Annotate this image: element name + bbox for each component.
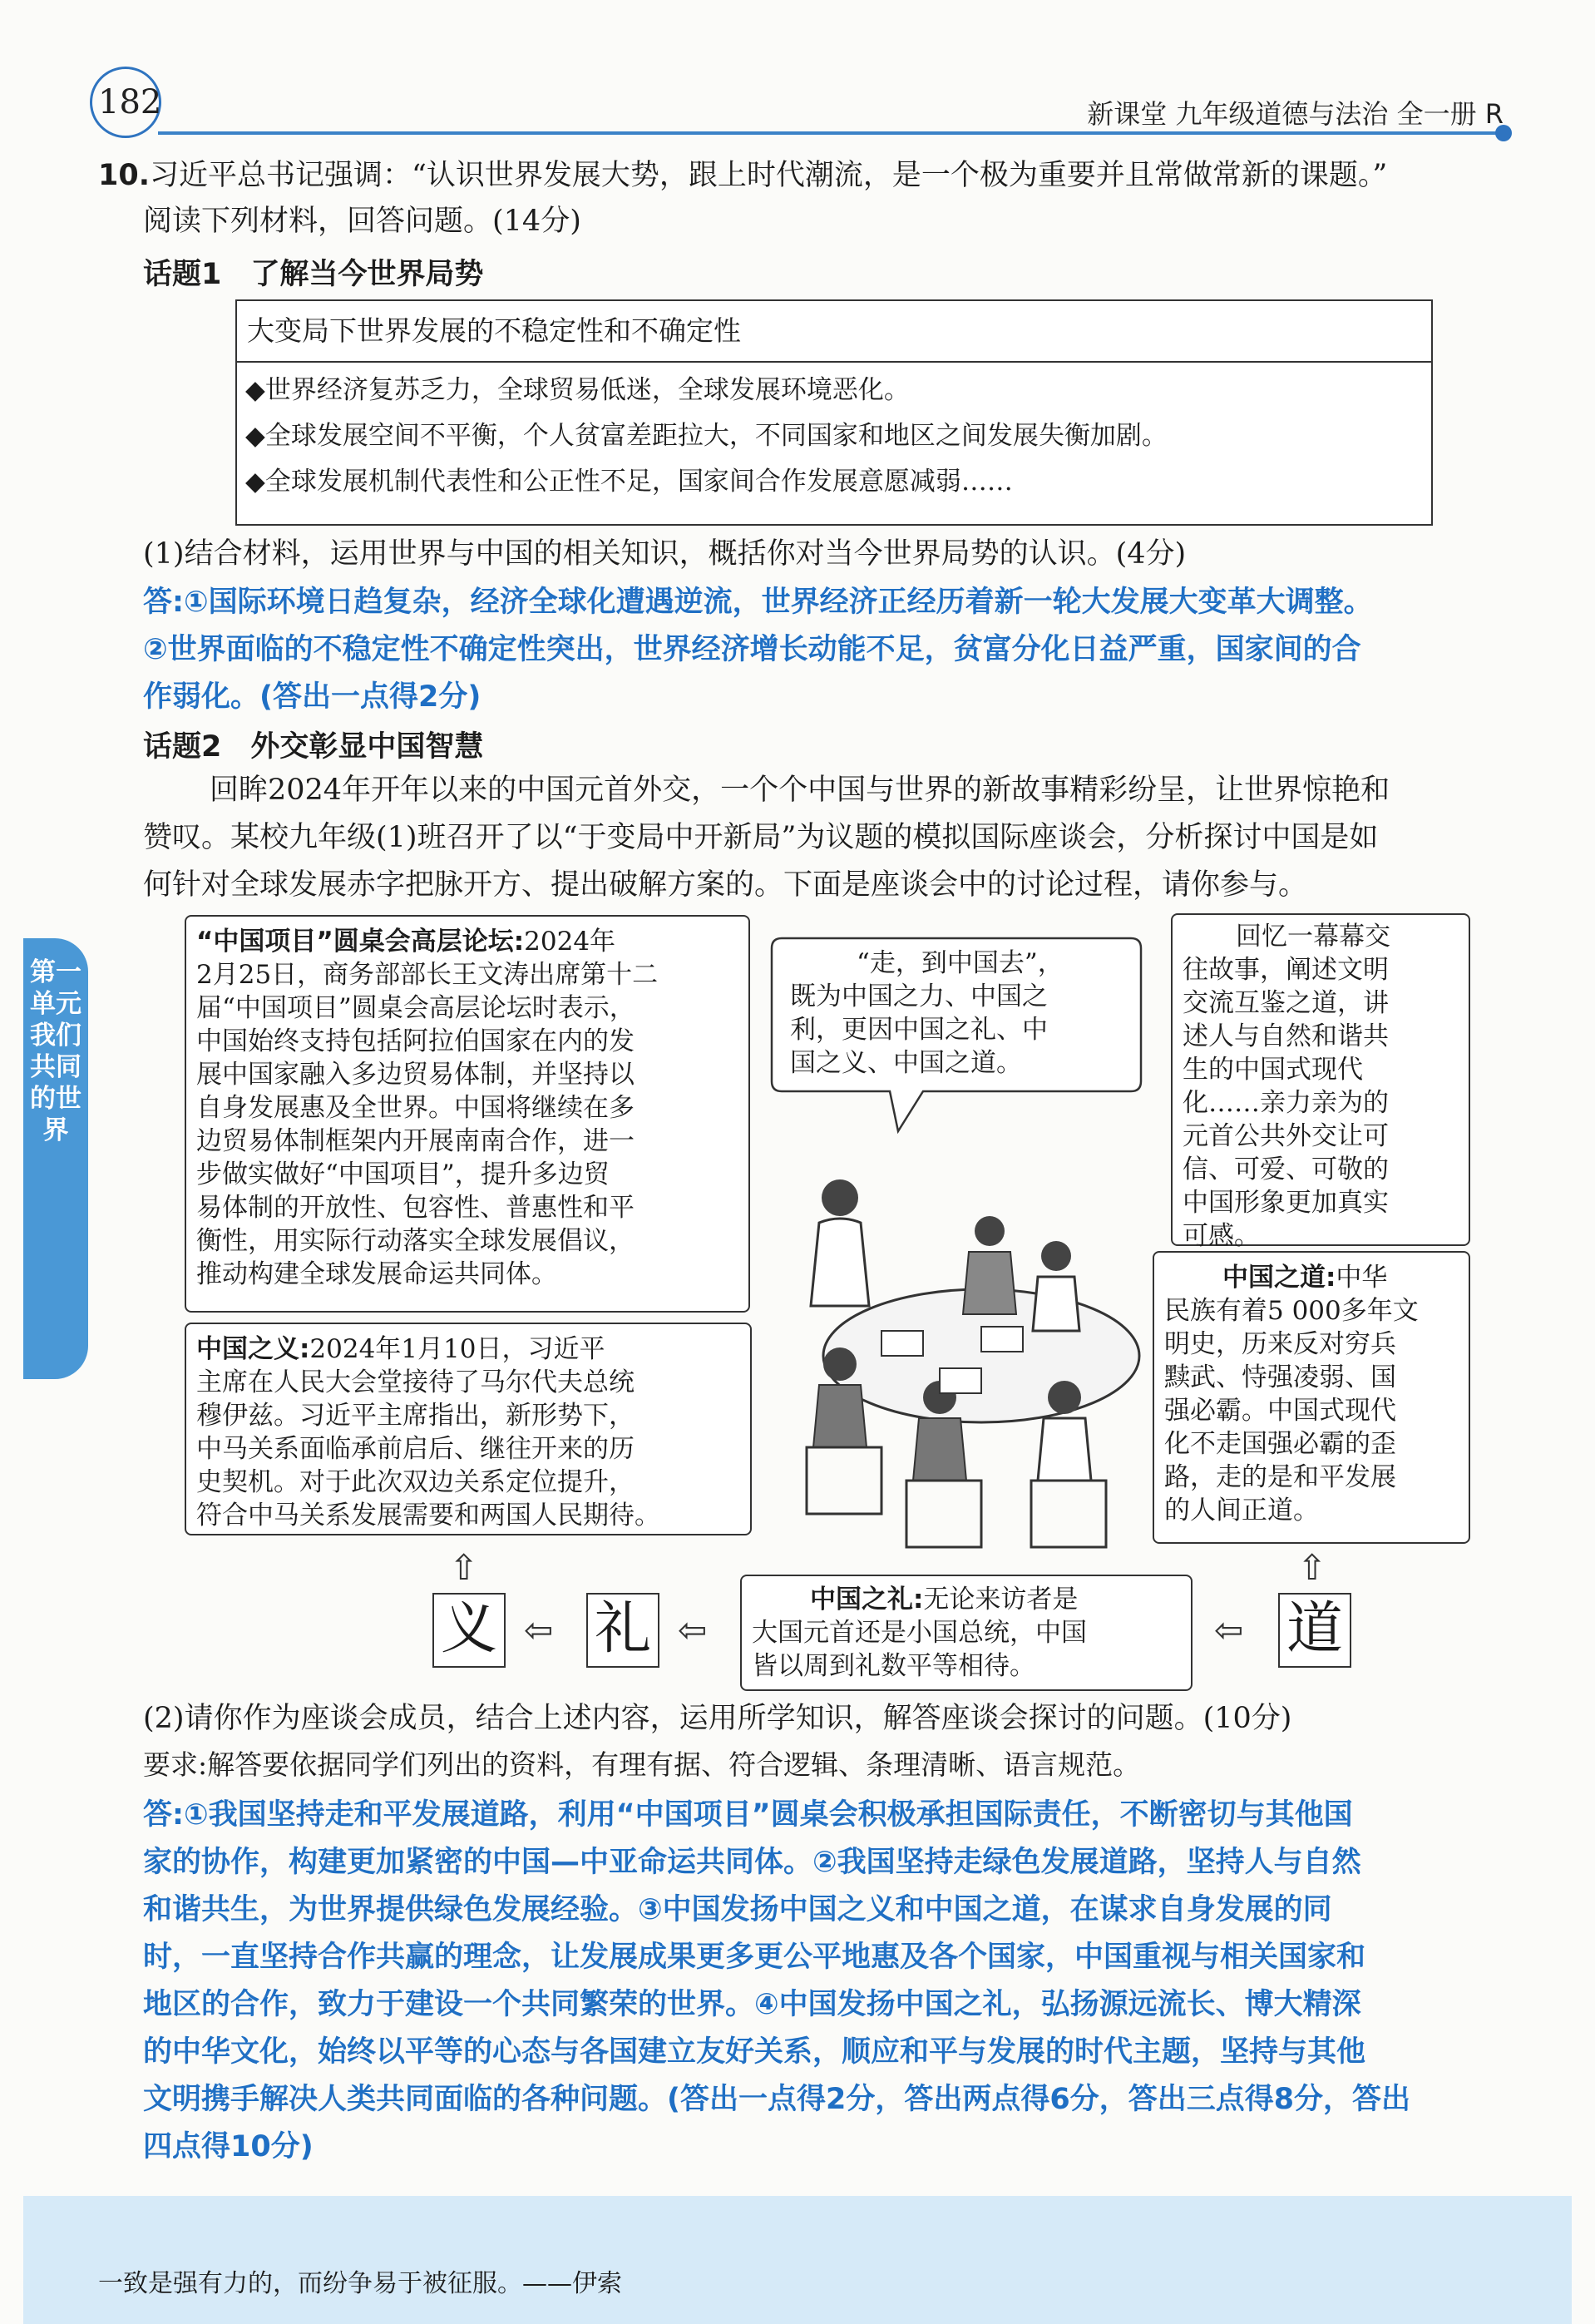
topic1-title: 话题1 了解当今世界局势 <box>143 258 484 291</box>
table-header: 大变局下世界发展的不稳定性和不确定性 <box>237 301 1431 363</box>
forum-line: 展中国家融入多边贸易体制，并坚持以 <box>196 1060 635 1090</box>
dao-line: 中华 <box>1336 1263 1388 1293</box>
recall-line: 可感。 <box>1183 1221 1260 1251</box>
box-china-etiquette <box>740 1575 1193 1691</box>
box-china-way <box>1153 1251 1470 1544</box>
dao-line: 黩武、恃强凌弱、国 <box>1164 1362 1396 1392</box>
forum-line: 2月25日，商务部部长王文涛出席第十二 <box>196 960 659 990</box>
up-arrow-icon: ⇧ <box>1297 1547 1327 1588</box>
answer-2-line: 地区的合作，致力于建设一个共同繁荣的世界。④中国发扬中国之礼，弘扬源远流长、博大精深 <box>143 1988 1361 2021</box>
question-instruction: 阅读下列材料，回答问题。(14分) <box>143 205 581 238</box>
book-title: 新课堂 九年级道德与法治 全一册 R <box>1087 98 1504 130</box>
forum-line: 易体制的开放性、包容性、普惠性和平 <box>196 1193 635 1223</box>
forum-line: 衡性，用实际行动落实全球发展倡议， <box>196 1226 635 1256</box>
forum-line: 2024年 <box>524 927 616 957</box>
li-line: 大国元首还是小国总统，中国 <box>752 1618 1087 1648</box>
bubble-line: 国之义、中国之道。 <box>790 1048 1022 1078</box>
yi-line: 符合中马关系发展需要和两国人民期待。 <box>196 1501 660 1530</box>
forum-line: 边贸易体制框架内开展南南合作，进一 <box>196 1126 635 1156</box>
page-number: 182 <box>98 83 162 121</box>
li-line: 无论来访者是 <box>923 1585 1079 1614</box>
li-title: 中国之礼: <box>810 1585 924 1614</box>
recall-line: 交流互鉴之道，讲 <box>1183 988 1389 1018</box>
recall-line: 信、可爱、可敬的 <box>1183 1155 1389 1184</box>
answer-2-line: 时，一直坚持合作共赢的理念，让发展成果更多更公平地惠及各个国家，中国重视与相关国家和 <box>143 1941 1366 1974</box>
answer-2-line: 四点得10分) <box>143 2130 314 2163</box>
answer-1-line: ②世界面临的不稳定性不确定性突出，世界经济增长动能不足，贫富分化日益严重，国家间的合 <box>143 633 1361 666</box>
left-arrow-icon: ⇦ <box>524 1609 554 1650</box>
char-box-dao: 道 <box>1278 1593 1351 1668</box>
intro-line: 何针对全球发展赤字把脉开方、提出破解方案的。下面是座谈会中的讨论过程，请你参与。 <box>143 868 1308 902</box>
topic2-title: 话题2 外交彰显中国智慧 <box>143 730 484 764</box>
table-row: ◆全球发展空间不平衡，个人贫富差距拉大，不同国家和地区之间发展失衡加剧。 <box>245 421 1168 451</box>
char-box-li: 礼 <box>586 1593 659 1668</box>
recall-line: 生的中国式现代 <box>1183 1055 1363 1085</box>
speech-bubble-text <box>790 947 1123 1080</box>
dao-title: 中国之道: <box>1222 1263 1336 1293</box>
answer-2-line: 和谐共生，为世界提供绿色发展经验。③中国发扬中国之义和中国之道，在谋求自身发展的同 <box>143 1893 1332 1926</box>
recall-line: 中国形象更加真实 <box>1183 1188 1389 1218</box>
forum-line: 步做实做好“中国项目”，提升多边贸 <box>196 1160 610 1189</box>
dao-line: 民族有着5 000多年文 <box>1164 1296 1419 1326</box>
answer-2-line: 家的协作，构建更加紧密的中国—中亚命运共同体。②我国坚持走绿色发展道路，坚持人与自然 <box>143 1846 1361 1879</box>
yi-line: 主席在人民大会堂接待了马尔代夫总统 <box>196 1367 635 1397</box>
yi-line: 史契机。对于此次双边关系定位提升， <box>196 1467 635 1497</box>
material-table <box>235 299 1433 526</box>
answer-2-line: 的中华文化，始终以平等的心态与各国建立友好关系，顺应和平与发展的时代主题，坚持与其他 <box>143 2035 1366 2069</box>
footer-band <box>23 2196 1572 2324</box>
forum-line: 届“中国项目”圆桌会高层论坛时表示， <box>196 993 635 1023</box>
dao-line: 明史，历来反对穷兵 <box>1164 1329 1396 1359</box>
question-number: 10. <box>98 159 151 192</box>
dao-line: 的人间正道。 <box>1164 1496 1319 1525</box>
question-stem-text: 习近平总书记强调：“认识世界发展大势，跟上时代潮流，是一个极为重要并且常做常新的课题。” <box>150 159 1388 192</box>
yi-line: 中马关系面临承前启后、继往开来的历 <box>196 1434 635 1464</box>
footer-quote: 一致是强有力的，而纷争易于被征服。——伊索 <box>98 2269 622 2298</box>
recall-line: 化……亲力亲为的 <box>1183 1088 1389 1118</box>
forum-line: 中国始终支持包括阿拉伯国家在内的发 <box>196 1026 635 1056</box>
forum-line: 自身发展惠及全世界。中国将继续在多 <box>196 1093 635 1123</box>
li-line: 皆以周到礼数平等相待。 <box>752 1651 1035 1681</box>
topic2-intro <box>143 767 1523 909</box>
header-rule <box>158 131 1502 135</box>
box-recall <box>1171 913 1470 1251</box>
bubble-line: 既为中国之力、中国之 <box>790 982 1048 1011</box>
answer-2-line: 文明携手解决人类共同面临的各种问题。(答出一点得2分，答出两点得6分，答出三点得8分，答出 <box>143 2083 1411 2116</box>
forum-title: “中国项目”圆桌会高层论坛: <box>196 927 525 957</box>
bubble-line: 利，更因中国之礼、中 <box>790 1015 1048 1045</box>
subquestion-2: (2)请你作为座谈会成员，结合上述内容，运用所学知识，解答座谈会探讨的问题。(10分) <box>143 1702 1292 1735</box>
recall-line: 回忆一幕幕交 <box>1236 922 1390 952</box>
yi-title: 中国之义: <box>196 1334 310 1364</box>
intro-line: 赞叹。某校九年级(1)班召开了以“于变局中开新局”为议题的模拟国际座谈会，分析探讨中国是如 <box>143 821 1379 854</box>
table-row: ◆世界经济复苏乏力，全球贸易低迷，全球发展环境恶化。 <box>245 375 910 405</box>
recall-line: 述人与自然和谐共 <box>1183 1021 1389 1051</box>
box-china-righteousness <box>185 1323 752 1535</box>
table-row: ◆全球发展机制代表性和公正性不足，国家间合作发展意愿减弱…… <box>245 467 1013 497</box>
forum-line: 推动构建全球发展命运共同体。 <box>196 1259 557 1289</box>
answer-1-line: 作弱化。(答出一点得2分) <box>143 680 481 714</box>
yi-line: 穆伊兹。习近平主席指出，新形势下， <box>196 1401 635 1431</box>
answer-requirement: 要求:解答要依据同学们列出的资料，有理有据、符合逻辑、条理清晰、语言规范。 <box>143 1748 1141 1781</box>
left-arrow-icon: ⇦ <box>678 1609 708 1650</box>
up-arrow-icon: ⇧ <box>449 1547 479 1588</box>
box-china-project-forum <box>185 915 750 1313</box>
answer-1-line: 答:①国际环境日趋复杂，经济全球化遭遇逆流，世界经济正经历着新一轮大发展大变革大调整。 <box>143 586 1373 619</box>
answer-2-line: 答:①我国坚持走和平发展道路，利用“中国项目”圆桌会积极承担国际责任，不断密切与其他国 <box>143 1798 1353 1832</box>
subquestion-1: (1)结合材料，运用世界与中国的相关知识，概括你对当今世界局势的认识。(4分) <box>143 537 1187 571</box>
question-stem <box>98 154 1387 197</box>
meeting-illustration <box>773 1148 1164 1564</box>
recall-line: 往故事，阐述文明 <box>1183 955 1389 985</box>
bubble-line: “走，到中国去”， <box>857 948 1064 978</box>
recall-line: 元首公共外交让可 <box>1183 1121 1389 1151</box>
yi-line: 2024年1月10日，习近平 <box>309 1334 605 1364</box>
dao-line: 化不走国强必霸的歪 <box>1164 1429 1396 1459</box>
dao-line: 强必霸。中国式现代 <box>1164 1396 1396 1426</box>
answer-2 <box>143 1792 1410 2171</box>
dao-line: 路，走的是和平发展 <box>1164 1462 1396 1492</box>
char-box-yi: 义 <box>432 1593 506 1668</box>
left-arrow-icon: ⇦ <box>1214 1609 1244 1650</box>
intro-line: 回眸2024年开年以来的中国元首外交，一个个中国与世界的新故事精彩纷呈，让世界惊艳和 <box>210 774 1390 807</box>
answer-1 <box>143 579 1373 721</box>
unit-side-tab-label: 第一单元 我们共同的世界 <box>30 957 81 1145</box>
